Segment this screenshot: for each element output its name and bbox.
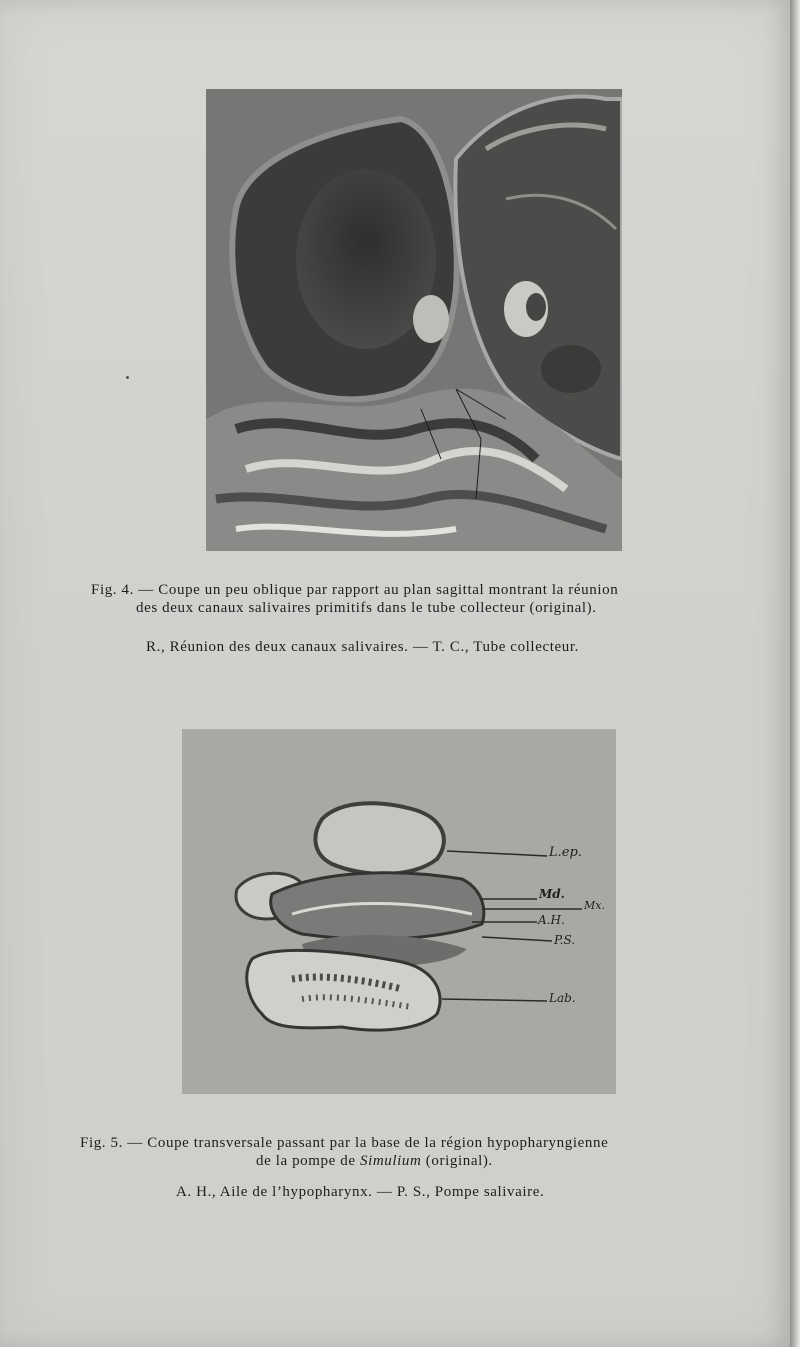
figure-5-micrograph <box>182 729 616 1094</box>
figure-4-caption-line-2: des deux canaux salivaires primitifs dans le tube collecteur (original). <box>136 600 597 616</box>
figure-4-caption-line-1: Fig. 4. — Coupe un peu oblique par rapport au plan sagittal montrant la réunion <box>91 582 619 598</box>
label-lab: Lab. <box>549 991 576 1005</box>
figure-4-drawing <box>206 89 622 551</box>
caption-text-before: de la pompe de <box>256 1153 360 1169</box>
label-a-h: A.H. <box>538 913 565 927</box>
taxon-name: Simulium <box>359 1153 422 1169</box>
label-p-s: P.S. <box>554 933 576 947</box>
caption-text-after: (original). <box>421 1153 493 1169</box>
label-md: Md. <box>539 887 565 901</box>
figure-4-legend: R., Réunion des deux canaux salivaires. — T. C., Tube collecteur. <box>146 639 579 655</box>
label-l-ep: L.ep. <box>549 845 582 860</box>
page-edge <box>790 0 800 1347</box>
figure-4-micrograph <box>206 89 622 551</box>
print-speck <box>126 376 129 379</box>
figure-5-caption-line-1: Fig. 5. — Coupe transversale passant par la base de la région hypopharyngienne <box>80 1135 609 1151</box>
figure-5-legend: A. H., Aile de l’hypopharynx. — P. S., Pompe salivaire. <box>176 1184 545 1200</box>
figure-5-caption-line-2 <box>256 1153 493 1170</box>
figure-5-drawing <box>182 729 616 1094</box>
label-mx: Mx. <box>584 899 605 912</box>
